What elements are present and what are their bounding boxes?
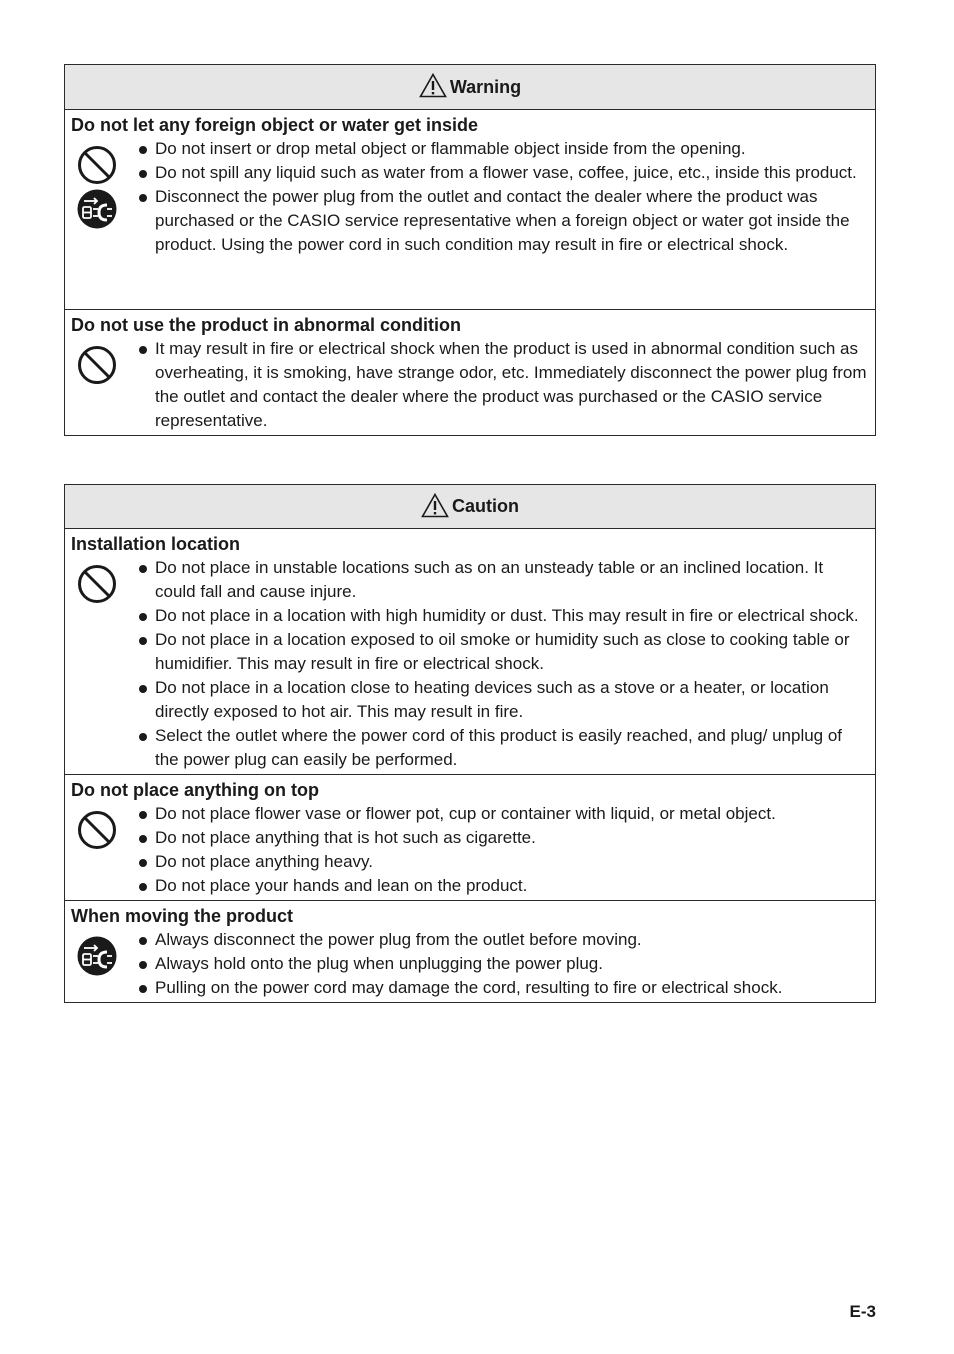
prohibition-icon xyxy=(77,564,117,604)
warning-header xyxy=(65,65,875,110)
caution-section-installation xyxy=(65,529,875,775)
list-item: Do not insert or drop metal object or flammable object inside from the opening. xyxy=(133,137,867,161)
bullet-list xyxy=(133,802,875,900)
unplug-icon xyxy=(77,189,117,229)
list-item: Do not place your hands and lean on the product. xyxy=(133,874,867,898)
section-heading: Installation location xyxy=(71,534,241,554)
list-item: Disconnect the power plug from the outlet and contact the dealer where the product was purchased or the CASIO service representative when a foreign object or water got inside the product. Using the power cord in such condition may result in fire or electrical shock. xyxy=(133,185,867,257)
warning-section-foreign-object xyxy=(65,110,875,310)
list-item: Do not spill any liquid such as water from a flower vase, coffee, juice, etc., inside this product. xyxy=(133,161,867,185)
list-item: Do not place in a location close to heating devices such as a stove or a heater, or location directly exposed to hot air. This may result in fire. xyxy=(133,676,867,724)
caution-title: Caution xyxy=(452,496,519,516)
bullet-list xyxy=(133,928,875,1002)
prohibition-icon xyxy=(77,810,117,850)
list-item: Select the outlet where the power cord of this product is easily reached, and plug/ unplug of the power plug can easily be performed. xyxy=(133,724,867,772)
bullet-list xyxy=(133,337,875,435)
list-item: It may result in fire or electrical shock when the product is used in abnormal condition such as overheating, it is smoking, have strange odor, etc. Immediately disconnect the power plug from the outlet and contact the dealer where the product was purchased or the CASIO service representative. xyxy=(133,337,867,433)
section-heading: Do not use the product in abnormal condition xyxy=(71,315,461,335)
list-item: Do not place anything that is hot such as cigarette. xyxy=(133,826,867,850)
bullet-list xyxy=(133,137,875,309)
warning-box xyxy=(64,64,876,436)
section-heading: When moving the product xyxy=(71,906,293,926)
warning-triangle-icon xyxy=(421,493,449,518)
caution-section-nothing-on-top xyxy=(65,775,875,901)
list-item: Always hold onto the plug when unplugging the power plug. xyxy=(133,952,867,976)
list-item: Do not place in a location with high humidity or dust. This may result in fire or electrical shock. xyxy=(133,604,867,628)
caution-box xyxy=(64,484,876,1003)
list-item: Do not place anything heavy. xyxy=(133,850,867,874)
page-number: E-3 xyxy=(849,1302,876,1321)
prohibition-icon xyxy=(77,145,117,185)
list-item: Do not place flower vase or flower pot, cup or container with liquid, or metal object. xyxy=(133,802,867,826)
warning-triangle-icon xyxy=(419,73,447,98)
list-item: Do not place in unstable locations such as on an unsteady table or an inclined location. It could fall and cause injure. xyxy=(133,556,867,604)
bullet-list xyxy=(133,556,875,774)
prohibition-icon xyxy=(77,345,117,385)
unplug-icon xyxy=(77,936,117,976)
list-item: Always disconnect the power plug from the outlet before moving. xyxy=(133,928,867,952)
caution-section-moving xyxy=(65,901,875,1002)
warning-title: Warning xyxy=(449,76,522,97)
section-heading: Do not place anything on top xyxy=(71,780,319,800)
list-item: Pulling on the power cord may damage the cord, resulting to fire or electrical shock. xyxy=(133,976,867,1000)
list-item: Do not place in a location exposed to oil smoke or humidity such as close to cooking table or humidifier. This may result in fire or electrical shock. xyxy=(133,628,867,676)
section-heading: Do not let any foreign object or water get inside xyxy=(71,115,479,135)
warning-section-abnormal-condition xyxy=(65,310,875,435)
caution-header xyxy=(65,485,875,529)
